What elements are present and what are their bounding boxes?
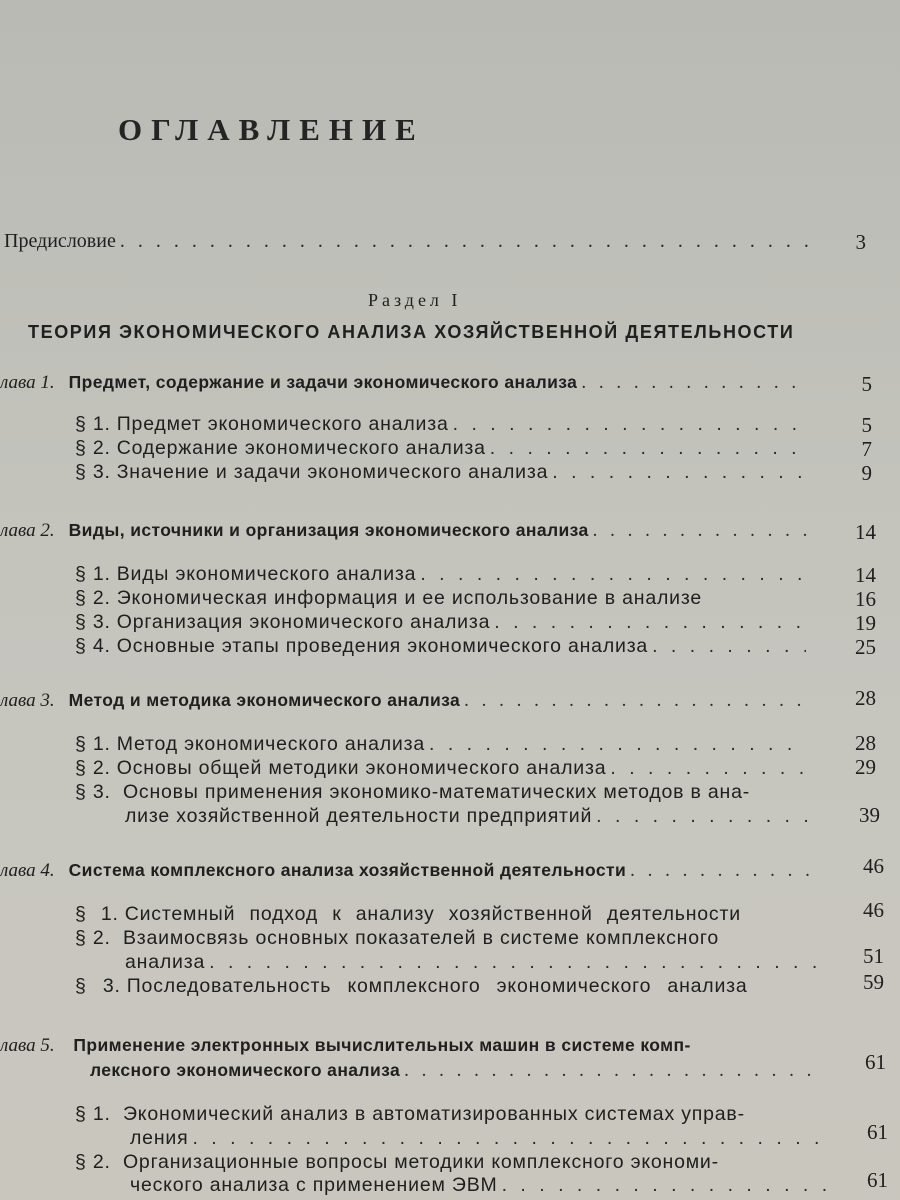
paragraph-entry	[75, 611, 810, 634]
chapter-page: 14	[855, 520, 876, 544]
paragraph-page: 19	[855, 611, 876, 635]
paragraph-number: § 1.	[75, 413, 111, 435]
leader-dots	[120, 230, 808, 253]
paragraph-title: Виды экономического анализа	[116, 563, 417, 585]
paragraph-continuation	[125, 805, 815, 828]
paragraph-continuation	[130, 1127, 835, 1150]
paragraph-entry	[75, 413, 810, 436]
paragraph-entry	[75, 1151, 835, 1174]
leader-dots	[209, 951, 816, 974]
paragraph-title: Экономическая информация и ее использование в анализе	[116, 587, 703, 609]
paragraph-title: Организация экономического анализа	[116, 611, 491, 633]
paragraph-title: Основные этапы проведения экономического анализа	[116, 635, 649, 657]
paragraph-number: § 3.	[75, 975, 121, 997]
paragraph-title-line2: ления	[130, 1127, 189, 1149]
chapter-page: 5	[861, 372, 872, 396]
paragraph-entry	[75, 587, 810, 610]
paragraph-title: Системный подход к анализу хозяйственной деятельности	[124, 903, 741, 925]
paragraph-number: § 1.	[75, 903, 119, 925]
preface-entry	[4, 230, 812, 253]
leader-dots	[453, 413, 806, 436]
paragraph-title-line2: лизе хозяйственной деятельности предприятий	[125, 805, 593, 827]
paragraph-number: § 2.	[75, 437, 111, 459]
paragraph-title: Содержание экономического анализа	[116, 437, 486, 459]
paragraph-number: § 3.	[75, 781, 111, 803]
paragraph-continuation	[130, 1174, 835, 1197]
paragraph-number: § 2.	[75, 927, 111, 949]
chapter-title: Применение электронных вычислительных машин в системе комп-	[73, 1035, 691, 1055]
paragraph-entry	[75, 563, 810, 586]
leader-dots	[420, 563, 806, 586]
chapter-entry	[0, 690, 812, 712]
paragraph-entry	[75, 757, 815, 780]
paragraph-number: § 2.	[75, 587, 111, 609]
chapter-continuation	[90, 1060, 820, 1082]
section-label: Раздел I	[368, 290, 462, 310]
paragraph-title: Последовательность комплексного экономического анализа	[126, 975, 748, 997]
paragraph-page: 25	[855, 635, 876, 659]
paragraph-title: Организационные вопросы методики комплексного экономи-	[122, 1151, 719, 1173]
paragraph-title: Значение и задачи экономического анализа	[116, 461, 549, 483]
paragraph-page: 61	[867, 1120, 888, 1144]
leader-dots	[464, 690, 808, 712]
chapter-title: Виды, источники и организация экономического анализа	[68, 520, 589, 540]
paragraph-title: Основы общей методики экономического анализа	[116, 757, 607, 779]
paragraph-entry	[75, 635, 810, 658]
leader-dots	[552, 461, 806, 484]
paragraph-number: § 2.	[75, 757, 111, 779]
leader-dots	[652, 635, 806, 658]
paragraph-entry	[75, 975, 820, 998]
paragraph-number: § 1.	[75, 733, 111, 755]
chapter-title: Предмет, содержание и задачи экономического анализа	[68, 372, 578, 392]
leader-dots	[404, 1060, 816, 1082]
leader-dots	[610, 757, 811, 780]
preface-page: 3	[855, 230, 866, 254]
chapter-prefix: лава 1.	[0, 372, 55, 393]
paragraph-title: Предмет экономического анализа	[116, 413, 449, 435]
chapter-entry	[0, 520, 812, 542]
paragraph-page: 59	[863, 970, 884, 994]
paragraph-page: 51	[863, 944, 884, 968]
page-title: ОГЛАВЛЕНИЕ	[118, 112, 425, 147]
chapter-page: 28	[855, 686, 876, 710]
paragraph-title: Метод экономического анализа	[116, 733, 425, 755]
leader-dots	[596, 805, 811, 828]
chapter-prefix: лава 5.	[0, 1035, 55, 1056]
paragraph-number: § 2.	[75, 1151, 111, 1173]
paragraph-title-line2: ческого анализа с применением ЭВМ	[130, 1174, 498, 1196]
chapter-entry	[0, 1035, 830, 1057]
chapter-title: Система комплексного анализа хозяйственной деятельности	[68, 860, 627, 880]
paragraph-entry	[75, 733, 810, 756]
paragraph-page: 5	[861, 413, 872, 437]
paragraph-page: 7	[861, 437, 872, 461]
chapter-entry	[0, 372, 812, 394]
paragraph-page: 14	[855, 563, 876, 587]
leader-dots	[630, 860, 816, 882]
paragraph-page: 46	[863, 898, 884, 922]
paragraph-number: § 1.	[75, 1103, 111, 1125]
leader-dots	[502, 1174, 831, 1197]
paragraph-entry	[75, 437, 810, 460]
paragraph-entry	[75, 781, 815, 804]
paragraph-page: 16	[855, 587, 876, 611]
paragraph-page: 28	[855, 731, 876, 755]
chapter-entry	[0, 860, 820, 882]
paragraph-page: 39	[859, 803, 880, 827]
chapter-prefix: лава 2.	[0, 520, 55, 541]
leader-dots	[494, 611, 806, 634]
paragraph-title: Основы применения экономико-математических методов в ана-	[122, 781, 751, 803]
leader-dots	[490, 437, 806, 460]
leader-dots	[581, 372, 808, 394]
preface-label: Предисловие	[4, 230, 116, 252]
paragraph-entry	[75, 1103, 835, 1126]
leader-dots	[429, 733, 806, 756]
leader-dots	[192, 1127, 831, 1150]
paragraph-number: § 3.	[75, 611, 111, 633]
chapter-page: 46	[863, 854, 884, 878]
paragraph-number: § 4.	[75, 635, 111, 657]
chapter-prefix: лава 3.	[0, 690, 55, 711]
paragraph-page: 29	[855, 755, 876, 779]
paragraph-title: Экономический анализ в автоматизированных системах управ-	[122, 1103, 745, 1125]
chapter-page: 61	[865, 1050, 886, 1074]
paragraph-title-line2: анализа	[125, 951, 206, 973]
paragraph-entry	[75, 461, 810, 484]
paragraph-title: Взаимосвязь основных показателей в системе комплексного	[122, 927, 719, 949]
paragraph-page: 61	[867, 1168, 888, 1192]
paragraph-continuation	[125, 951, 820, 974]
paragraph-number: § 1.	[75, 563, 111, 585]
paragraph-entry	[75, 903, 820, 926]
chapter-prefix: лава 4.	[0, 860, 55, 881]
paragraph-number: § 3.	[75, 461, 111, 483]
section-title: ТЕОРИЯ ЭКОНОМИЧЕСКОГО АНАЛИЗА ХОЗЯЙСТВЕННОЙ ДЕЯТЕЛЬНОСТИ	[28, 322, 795, 342]
paragraph-page: 9	[861, 461, 872, 485]
paragraph-entry	[75, 927, 820, 950]
chapter-title-line2: лексного экономического анализа	[90, 1060, 401, 1080]
leader-dots	[593, 520, 808, 542]
chapter-title: Метод и методика экономического анализа	[68, 690, 461, 710]
